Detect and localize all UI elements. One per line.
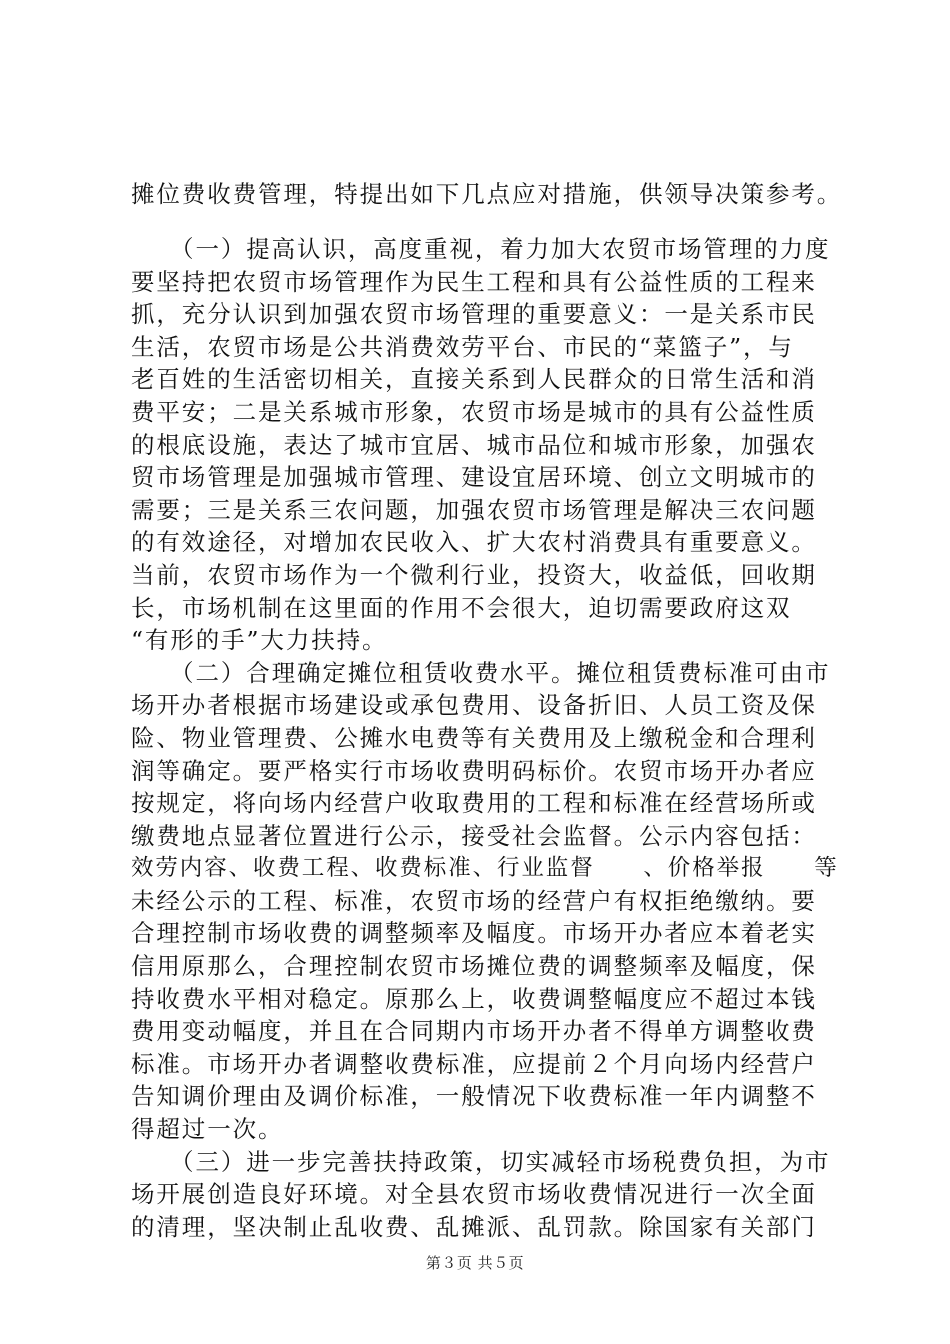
text-line: 场开办者根据市场建设或承包费用、设备折旧、人员工资及保 — [131, 691, 817, 720]
text-line: （二）合理确定摊位租赁收费水平。摊位租赁费标准可由市 — [131, 658, 831, 687]
text-line: 险、物业管理费、公摊水电费等有关费用及上缴税金和合理利 — [131, 723, 817, 752]
text-line: 润等确定。要严格实行市场收费明码标价。农贸市场开办者应 — [131, 756, 817, 785]
page-number-footer: 第３页 共５页 — [425, 1254, 525, 1272]
intro-line: 摊位费收费管理，特提出如下几点应对措施，供领导决策参考。 — [131, 180, 843, 208]
text-line: 标准。市场开办者调整收费标准，应提前２个月向场内经营户 — [131, 1049, 817, 1078]
text-line: 场开展创造良好环境。对全县农贸市场收费情况进行一次全面 — [131, 1180, 817, 1209]
text-line: 缴费地点显著位置进行公示，接受社会监督。公示内容包括： — [131, 821, 817, 850]
text-line: 合理控制市场收费的调整频率及幅度。市场开办者应本着老实 — [131, 919, 817, 948]
text-line: 费用变动幅度，并且在合同期内市场开办者不得单方调整收费 — [131, 1017, 817, 1046]
text-line: 未经公示的工程、标准，农贸市场的经营户有权拒绝缴纳。要 — [131, 886, 817, 915]
text-line: 的根底设施，表达了城市宜居、城市品位和城市形象，加强农 — [131, 430, 817, 459]
text-line: 老百姓的生活密切相关，直接关系到人民群众的日常生活和消 — [131, 365, 817, 394]
text-line: 的有效途径，对增加农民收入、扩大农村消费具有重要意义。 — [131, 528, 817, 557]
text-line: 需要；三是关系三农问题，加强农贸市场管理是解决三农问题 — [131, 495, 817, 524]
text-line: 贸市场管理是加强城市管理、建设宜居环境、创立文明城市的 — [131, 463, 817, 492]
text-line: 要坚持把农贸市场管理作为民生工程和具有公益性质的工程来 — [131, 267, 817, 296]
text-line: “有形的手”大力扶持。 — [131, 626, 388, 655]
intro-paragraph — [131, 178, 843, 211]
text-line: 信用原那么，合理控制农贸市场摊位费的调整频率及幅度，保 — [131, 952, 817, 981]
text-line: 得超过一次。 — [131, 1115, 284, 1144]
text-line: 费平安；二是关系城市形象，农贸市场是城市的具有公益性质 — [131, 397, 817, 426]
text-line: （三）进一步完善扶持政策，切实减轻市场税费负担，为市 — [131, 1147, 831, 1176]
text-line: 效劳内容、收费工程、收费标准、行业监督 、价格举报 等 — [131, 855, 839, 882]
text-line: 告知调价理由及调价标准，一般情况下收费标准一年内调整不 — [131, 1082, 817, 1111]
text-line: 持收费水平相对稳定。原那么上，收费调整幅度应不超过本钱 — [131, 984, 817, 1013]
text-line: 长，市场机制在这里面的作用不会很大，迫切需要政府这双 — [131, 593, 792, 622]
text-line: 按规定，将向场内经营户收取费用的工程和标准在经营场所或 — [131, 789, 817, 818]
text-line: 当前，农贸市场作为一个微利行业，投资大，收益低，回收期 — [131, 560, 817, 589]
body-text — [131, 233, 843, 1243]
text-line: 生活，农贸市场是公共消费效劳平台、市民的“菜篮子”，与 — [131, 332, 794, 361]
text-line: 抓，充分认识到加强农贸市场管理的重要意义：一是关系市民 — [131, 300, 817, 329]
text-line: 的清理，坚决制止乱收费、乱摊派、乱罚款。除国家有关部门 — [131, 1212, 817, 1241]
text-line: （一）提高认识，高度重视，着力加大农贸市场管理的力度 — [131, 235, 831, 263]
